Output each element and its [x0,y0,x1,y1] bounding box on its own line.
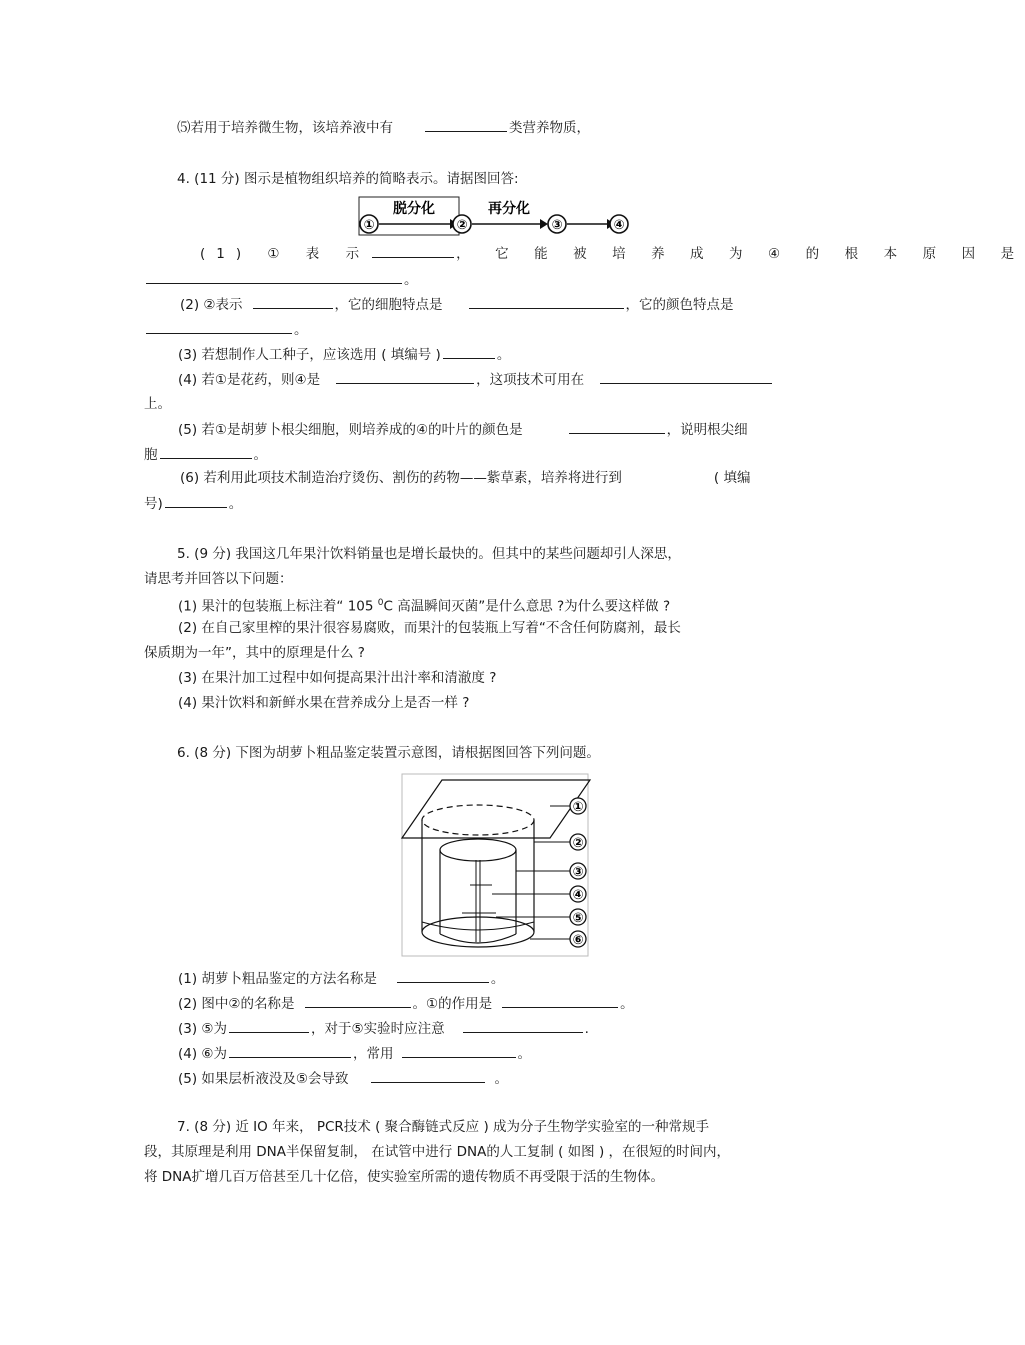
arrow-label-redifferentiation: 再分化 [488,201,530,217]
q5-item-4: (4) 果汁饮料和新鲜水果在营养成分上是否一样 ? [178,695,470,711]
q5-intro: 5. (9 分) 我国这几年果汁饮料销量也是增长最快的。但其中的某些问题却引人深思， [177,546,681,562]
q4-item-1-cont: 。 [144,270,418,289]
q6-item-5: (5) 如果层析液没及⑤会导致 。 [178,1071,509,1087]
answer-blank[interactable] [371,1069,485,1083]
answer-blank[interactable] [372,244,454,258]
q5-item-3: (3) 在果汁加工过程中如何提高果汁出汁率和清澈度 ? [178,670,497,686]
q5-item-2: (2) 在自己家里榨的果汁很容易腐败，而果汁的包装瓶上写着“不含任何防腐剂，最长 [178,620,681,636]
stage-3: ③ [551,218,563,233]
answer-blank[interactable] [600,370,772,384]
q6-item-2: (2) 图中②的名称是 。①的作用是 。 [178,996,634,1012]
q6-item-3: (3) ⑤为 ，对于⑤实验时应注意 . [178,1021,589,1037]
stage-1: ① [363,218,375,233]
label-3: ③ [572,865,584,880]
q6-item-4: (4) ⑥为 ，常用 。 [178,1046,532,1062]
q4-item-1: (1) ① 表 示 ， 它 能 被 培 养 成 为 ④ 的 根 本 原 因 是 [200,246,1025,262]
q4-item-6: (6) 若利用此项技术制造治疗烫伤、割伤的药物——紫草素，培养将进行到 ( 填编 [180,470,751,486]
tissue-culture-diagram [358,196,630,240]
q4-intro: 4. (11 分) 图示是植物组织培养的简略表示。请据图回答: [177,171,519,187]
q7-line-3: 将 DNA扩增几百万倍甚至几十亿倍，使实验室所需的遗传物质不再受限于活的生物体。 [144,1169,665,1185]
q4-item-2-cont: 。 [144,320,308,339]
label-1: ① [572,800,584,815]
solvent-surface [422,922,534,930]
q4-item-6-cont: 号) 。 [144,496,243,512]
q4-item-2: (2) ②表示 ，它的细胞特点是 ，它的颜色特点是 [180,297,734,313]
q4-item-5-cont: 胞 。 [144,447,267,463]
answer-blank[interactable] [305,994,411,1008]
q6-intro: 6. (8 分) 下图为胡萝卜粗品鉴定装置示意图，请根据图回答下列问题。 [177,745,600,761]
paper-cylinder-bottom [440,934,516,943]
q6-item-1: (1) 胡萝卜粗品鉴定的方法名称是 。 [178,971,505,987]
answer-blank[interactable] [146,270,402,284]
answer-blank[interactable] [463,1019,583,1033]
answer-blank[interactable] [402,1044,516,1058]
stage-2: ② [456,218,468,233]
arrow-label-dedifferentiation: 脱分化 [393,201,435,217]
answer-blank[interactable] [425,118,507,132]
paper-cylinder-top [440,839,516,861]
q4-item-4: (4) 若①是花药，则④是 ，这项技术可用在 [178,370,774,389]
label-2: ② [572,836,584,851]
label-6: ⑥ [572,933,584,948]
q5-item-2-cont: 保质期为一年”，其中的原理是什么 ? [144,645,365,661]
stage-4: ④ [613,218,625,233]
answer-blank[interactable] [469,295,624,309]
beaker-rim [422,805,534,835]
answer-blank[interactable] [569,420,665,434]
q4-item-3: (3) 若想制作人工种子，应该选用 ( 填编号 ) 。 [178,347,511,363]
answer-blank[interactable] [229,1044,351,1058]
q7-line-2: 段，其原理是利用 DNA半保留复制， 在试管中进行 DNA的人工复制 ( 如图 ) ，在很短的时间内， [144,1144,731,1160]
chromatography-apparatus-diagram [400,772,592,958]
answer-blank[interactable] [160,445,252,459]
answer-blank[interactable] [165,494,227,508]
figure-frame [402,774,588,956]
answer-blank[interactable] [253,295,333,309]
q4-item-4-cont: 上。 [144,396,171,412]
label-4: ④ [572,888,584,903]
answer-blank[interactable] [146,320,292,334]
answer-blank[interactable] [502,994,618,1008]
arrow-head-2 [540,219,548,229]
label-5: ⑤ [572,911,584,926]
glass-plate-lid [402,780,590,838]
q5-intro-cont: 请思考并回答以下问题： [144,571,293,587]
answer-blank[interactable] [443,345,495,359]
answer-blank[interactable] [336,370,474,384]
answer-blank[interactable] [397,969,489,983]
answer-blank[interactable] [229,1019,309,1033]
q7-line-1: 7. (8 分) 近 IO 年来， PCR技术 ( 聚合酶链式反应 ) 成为分子生物学实验室的一种常规手 [177,1119,710,1135]
q4-item-5: (5) 若①是胡萝卜根尖细胞，则培养成的④的叶片的颜色是 ，说明根尖细 [178,422,748,438]
q5-item-1: (1) 果汁的包装瓶上标注着“ 105 $^0$C 高温瞬间灭菌”是什么意思 ?为什么要这样做 ? [178,598,671,615]
q3-item-5: ⑸若用于培养微生物，该培养液中有 类营养物质， [177,120,590,136]
